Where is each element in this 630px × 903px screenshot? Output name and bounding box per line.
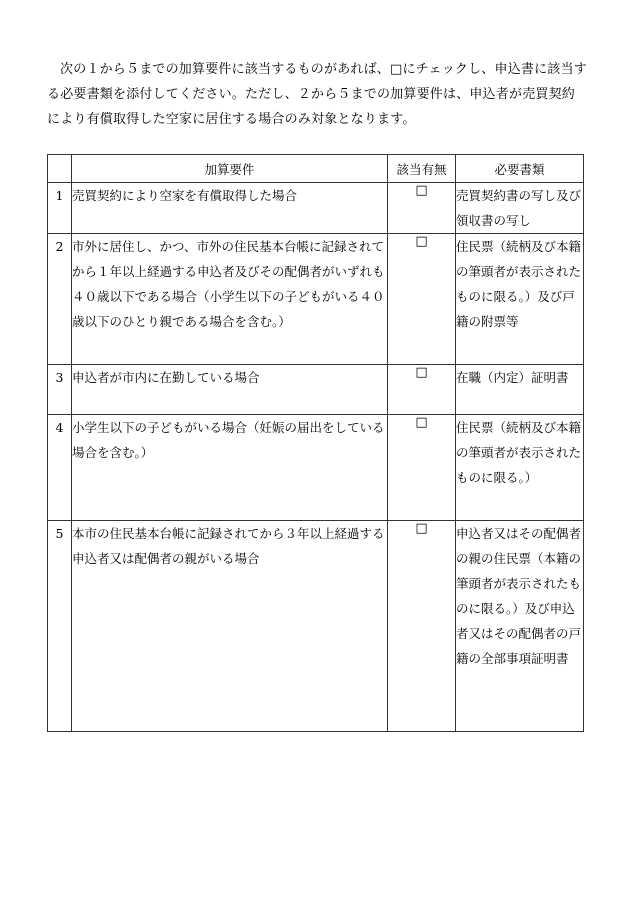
row-number: 2	[48, 234, 72, 365]
table-row	[48, 183, 584, 234]
row-number: 5	[48, 521, 72, 732]
table-row	[48, 365, 584, 415]
header-requirement: 加算要件	[72, 155, 388, 183]
requirement-text: 申込者が市内に在勤している場合	[72, 365, 388, 415]
table-row	[48, 234, 584, 365]
required-documents: 住民票（続柄及び本籍の筆頭者が表示されたものに限る。）及び戸籍の附票等	[456, 234, 584, 365]
required-documents: 住民票（続柄及び本籍の筆頭者が表示されたものに限る。）	[456, 415, 584, 521]
applicable-checkbox[interactable]: □	[388, 415, 456, 521]
required-documents: 売買契約書の写し及び領収書の写し	[456, 183, 584, 234]
applicable-checkbox[interactable]: □	[388, 183, 456, 234]
header-number	[48, 155, 72, 183]
header-documents: 必要書類	[456, 155, 584, 183]
applicable-checkbox[interactable]: □	[388, 234, 456, 365]
applicable-checkbox[interactable]: □	[388, 365, 456, 415]
requirement-text: 売買契約により空家を有償取得した場合	[72, 183, 388, 234]
requirement-text: 小学生以下の子どもがいる場合（妊娠の届出をしている場合を含む。）	[72, 415, 388, 521]
table-row	[48, 521, 584, 732]
required-documents: 申込者又はその配偶者の親の住民票（本籍の筆頭者が表示されたものに限る。）及び申込者又はその配偶者の戸籍の全部事項証明書	[456, 521, 584, 732]
header-applicable: 該当有無	[388, 155, 456, 183]
table-header-row	[48, 155, 584, 183]
table-row	[48, 415, 584, 521]
requirement-text: 市外に居住し、かつ、市外の住民基本台帳に記録されてから１年以上経過する申込者及びその配偶者がいずれも４０歳以下である場合（小学生以下の子どもがいる４０歳以下のひとり親である場合を含む。）	[72, 234, 388, 365]
applicable-checkbox[interactable]: □	[388, 521, 456, 732]
row-number: 3	[48, 365, 72, 415]
row-number: 4	[48, 415, 72, 521]
required-documents: 在職（内定）証明書	[456, 365, 584, 415]
intro-paragraph: 次の１から５までの加算要件に該当するものがあれば、□にチェックし、申込書に該当する必要書類を添付してください。ただし、２から５までの加算要件は、申込者が売買契約により有償取得した空家に居住する場合のみ対象となります。	[47, 62, 587, 127]
requirements-table	[47, 154, 584, 732]
row-number: 1	[48, 183, 72, 234]
requirement-text: 本市の住民基本台帳に記録されてから３年以上経過する申込者又は配偶者の親がいる場合	[72, 521, 388, 732]
